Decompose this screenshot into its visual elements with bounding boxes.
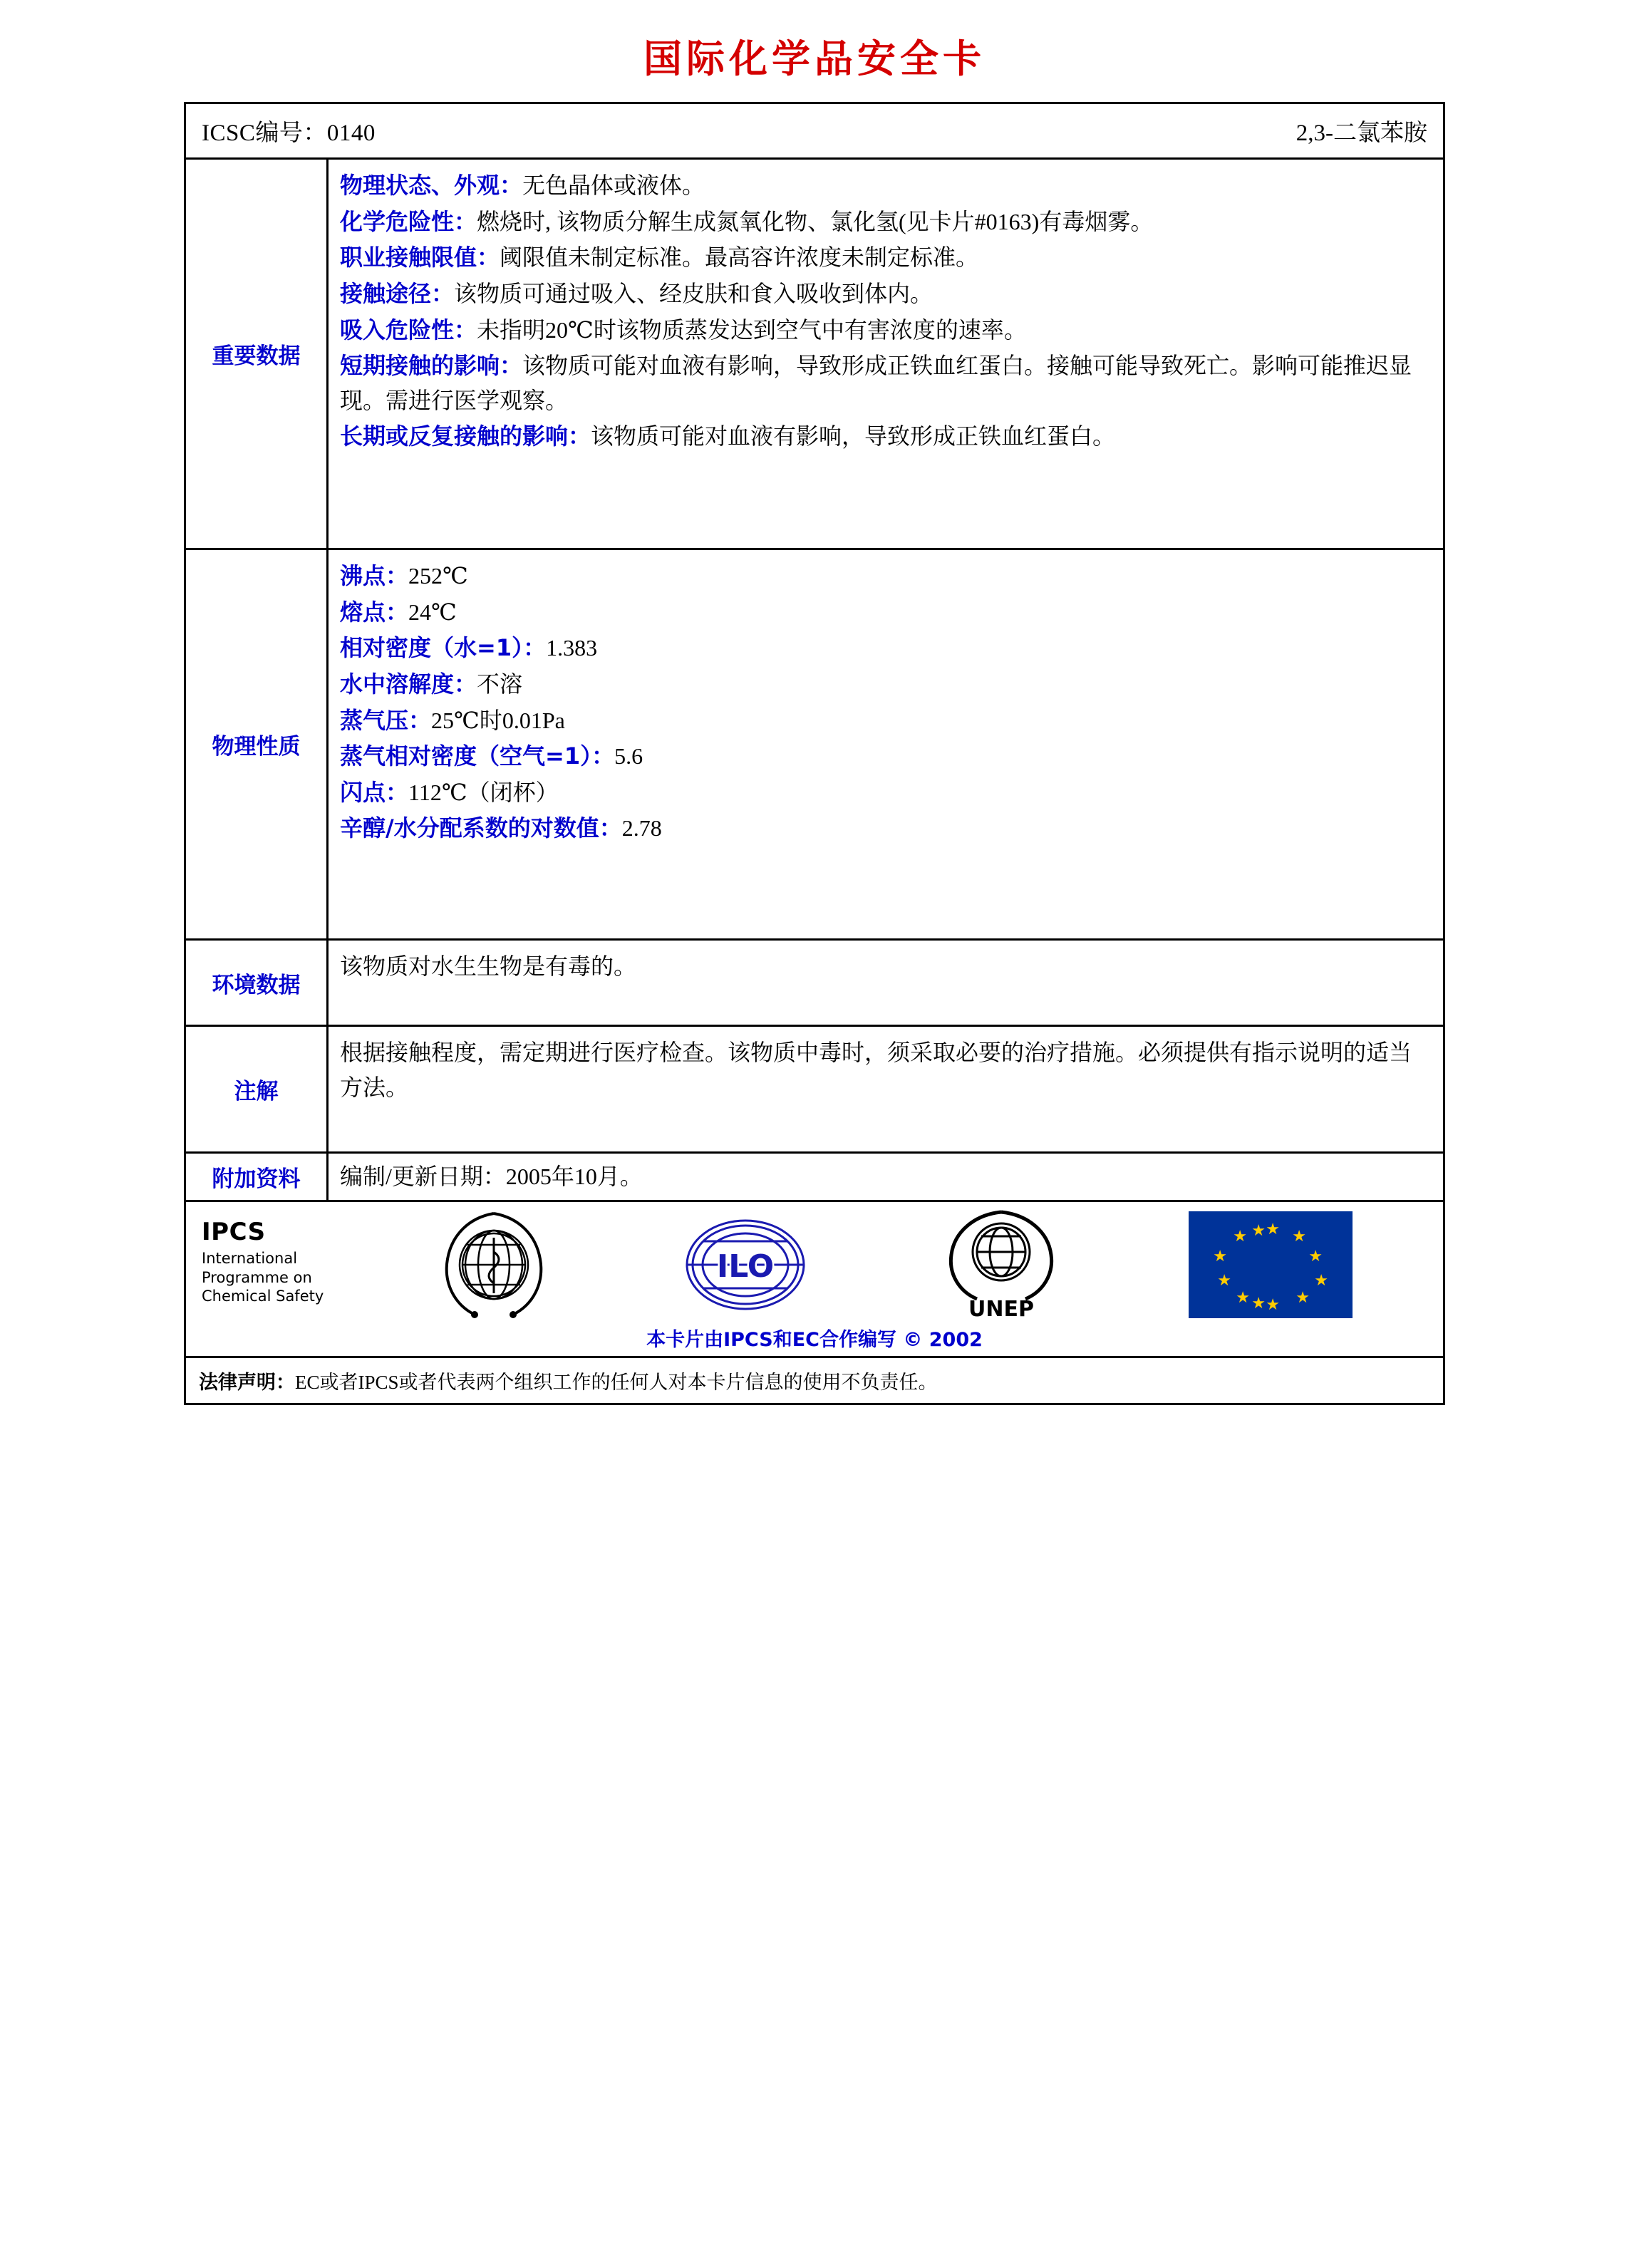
entry-key: 物理状态、外观： (340, 172, 523, 199)
section-content-additional (329, 1154, 1443, 1200)
entry-value: 1.383 (546, 635, 598, 661)
entry-value: 24℃ (408, 599, 457, 625)
entry-key: 接触途径： (340, 279, 455, 307)
entry-key: 长期或反复接触的影响： (340, 423, 591, 450)
ilo-logo (678, 1211, 813, 1318)
icsc-label: ICSC编号： (202, 120, 327, 146)
icsc-number: 0140 (326, 120, 376, 146)
ipcs-abbreviation: IPCS (202, 1217, 266, 1246)
entry-value: 燃烧时, 该物质分解生成氮氧化物、氯化氢(见卡片#0163)有毒烟雾。 (477, 208, 1154, 234)
entry-water-solubility (340, 667, 1432, 702)
svg-text:ILO: ILO (717, 1248, 775, 1285)
legal-text: EC或者IPCS或者代表两个组织工作的任何人对本卡片信息的使用不负责任。 (295, 1371, 938, 1393)
entry-key: 蒸气相对密度（空气=1）： (340, 742, 615, 770)
section-physical-properties (186, 550, 1443, 941)
card-header (186, 104, 1443, 160)
section-label-important: 重要数据 (186, 160, 329, 548)
entry-routes-of-exposure (340, 276, 1432, 311)
credit-line: 本卡片由IPCS和EC合作编写 © 2002 (646, 1328, 983, 1351)
section-content-physical (329, 550, 1443, 938)
entry-long-term-effects (340, 419, 1432, 454)
ipcs-full-name: International Programme on Chemical Safety (202, 1249, 324, 1305)
entry-key: 相对密度（水=1）： (340, 634, 547, 662)
entry-value: 25℃时0.01Pa (431, 707, 565, 733)
entry-key: 水中溶解度： (340, 670, 477, 698)
entry-value: 5.6 (614, 743, 643, 770)
section-content-notes (329, 1027, 1443, 1151)
entry-octanol-water-coefficient (340, 811, 1432, 846)
entry-key: 沸点： (340, 562, 409, 589)
entry-vapour-relative-density (340, 739, 1432, 774)
entry-key: 化学危险性： (340, 207, 477, 235)
section-environmental-data (186, 941, 1443, 1027)
entry-key: 职业接触限值： (340, 244, 500, 271)
who-logo (433, 1209, 554, 1320)
entry-inhalation-risk (340, 313, 1432, 348)
unep-logo (937, 1208, 1065, 1322)
eu-flag: ★ ★ ★ ★ ★ ★ ★ ★ ★ ★ ★ ★ (1189, 1211, 1353, 1318)
section-label-additional: 附加资料 (186, 1154, 329, 1200)
entry-key: 吸入危险性： (340, 316, 477, 343)
entry-physical-state (340, 168, 1432, 203)
entry-value: 该物质可能对血液有影响，导致形成正铁血红蛋白。接触可能导致死亡。影响可能推迟显现。需进行医学观察。 (340, 353, 1412, 413)
unep-label: UNEP (968, 1296, 1034, 1322)
section-additional-info (186, 1154, 1443, 1202)
substance-name: 2,3-二氯苯胺 (1296, 120, 1427, 146)
section-label-environment: 环境数据 (186, 941, 329, 1025)
entry-key: 短期接触的影响： (340, 352, 523, 380)
entry-key: 辛醇/水分配系数的对数值： (340, 814, 622, 842)
entry-value: 该物质可通过吸入、经皮肤和食入吸收到体内。 (454, 280, 934, 306)
entry-relative-density (340, 631, 1432, 666)
entry-boiling-point (340, 559, 1432, 594)
entry-value: 未指明20℃时该物质蒸发达到空气中有害浓度的速率。 (477, 316, 1027, 343)
entry-short-term-effects (340, 348, 1432, 418)
section-content-environment (329, 941, 1443, 1025)
safety-card (184, 102, 1445, 1405)
entry-vapour-pressure (340, 703, 1432, 738)
entry-chemical-dangers (340, 204, 1432, 239)
entry-flash-point (340, 775, 1432, 810)
footer-logos-row (186, 1202, 1443, 1358)
entry-key: 蒸气压： (340, 706, 432, 734)
icsc-number-group (202, 114, 376, 147)
legal-label: 法律声明： (199, 1371, 295, 1394)
section-label-physical: 物理性质 (186, 550, 329, 938)
entry-value: 阈限值未制定标准。最高容许浓度未制定标准。 (500, 244, 979, 271)
entry-value: 252℃ (408, 563, 468, 589)
environment-text: 该物质对水生生物是有毒的。 (340, 953, 637, 979)
entry-value: 不溶 (477, 670, 523, 697)
section-important-data (186, 160, 1443, 550)
entry-melting-point (340, 595, 1432, 630)
page-title: 国际化学品安全卡 (643, 36, 986, 81)
section-label-notes: 注解 (186, 1027, 329, 1151)
legal-notice (186, 1358, 1443, 1403)
entry-value: 112℃（闭杯） (408, 779, 559, 805)
notes-text: 根据接触程度，需定期进行医疗检查。该物质中毒时，须采取必要的治疗措施。必须提供有指示说明的适当方法。 (340, 1040, 1412, 1100)
entry-exposure-limits (340, 240, 1432, 275)
section-notes (186, 1027, 1443, 1154)
entry-key: 熔点： (340, 598, 409, 626)
additional-text: 编制/更新日期：2005年10月。 (340, 1164, 643, 1189)
entry-value: 无色晶体或液体。 (522, 172, 705, 198)
section-content-important (329, 160, 1443, 548)
entry-value: 该物质可能对血液有影响，导致形成正铁血红蛋白。 (591, 423, 1116, 450)
entry-key: 闪点： (340, 778, 409, 806)
entry-value: 2.78 (621, 815, 662, 842)
